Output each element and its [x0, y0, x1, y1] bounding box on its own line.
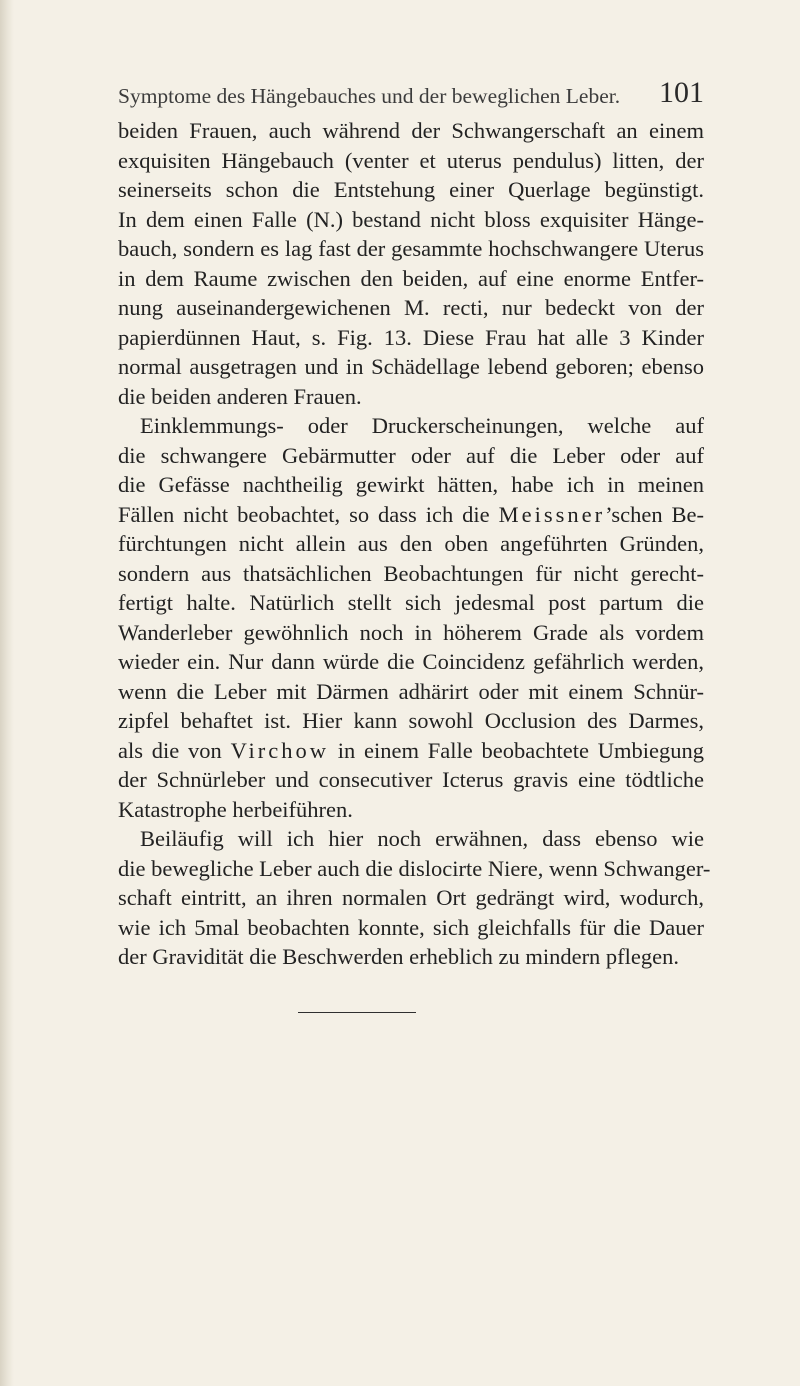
- text-fragment: Fällen nicht beobachtet, so dass ich die: [118, 501, 499, 527]
- text-line: exquisiten Hängebauch (venter et uterus pendulus) litten, der: [118, 147, 704, 173]
- text-line: die schwangere Gebärmutter oder auf die Leber oder auf: [118, 442, 704, 468]
- text-line: bauch, sondern es lag fast der gesammte hochschwangere Uterus: [118, 236, 704, 261]
- page-edge-shadow: [0, 0, 14, 1386]
- page-header: [118, 76, 704, 116]
- text-line: Wanderleber gewöhnlich noch in höherem Grade als vordem: [118, 619, 704, 645]
- text-line-virchow: [118, 736, 704, 766]
- text-fragment: ’schen Be-: [605, 501, 704, 527]
- text-line: In dem einen Falle (N.) bestand nicht bloss exquisiter Hänge-: [118, 206, 704, 232]
- text-line: fertigt halte. Natürlich stellt sich jedesmal post partum die: [118, 590, 704, 615]
- text-line: der Schnürleber und consecutiver Icterus gravis eine tödtliche: [118, 767, 704, 792]
- text-line: die bewegliche Leber auch die dislocirte Niere, wenn Schwanger-: [118, 855, 711, 881]
- text-line-meissner: [118, 500, 704, 530]
- text-line: papierdünnen Haut, s. Fig. 13. Diese Frau hat alle 3 Kinder: [118, 324, 704, 350]
- page-number: 101: [659, 76, 704, 109]
- running-title: Symptome des Hängebauches und der beweglichen Leber.: [118, 84, 621, 108]
- text-line: zipfel behaftet ist. Hier kann sowohl Occlusion des Darmes,: [118, 708, 704, 733]
- text-fragment: in einem Falle beobachtete Umbiegung: [328, 737, 705, 763]
- text-line: sondern aus thatsächlichen Beobachtungen für nicht gerecht-: [118, 560, 704, 586]
- text-line: in dem Raume zwischen den beiden, auf eine enorme Entfer-: [118, 265, 704, 291]
- text-line: der Gravidität die Beschwerden erheblich zu mindern pflegen.: [118, 944, 680, 969]
- text-line: die beiden anderen Frauen.: [118, 383, 362, 409]
- paragraph-first-line: Einklemmungs- oder Druckerscheinungen, welche auf: [140, 413, 704, 438]
- text-line: wie ich 5mal beobachten konnte, sich gleichfalls für die Dauer: [118, 914, 704, 940]
- text-line: die Gefässe nachtheilig gewirkt hätten, habe ich in meinen: [118, 472, 704, 497]
- text-line: wenn die Leber mit Därmen adhärirt oder mit einem Schnür-: [118, 678, 704, 704]
- text-line: schaft eintritt, an ihren normalen Ort gedrängt wird, wodurch,: [118, 885, 704, 910]
- text-line: beiden Frauen, auch während der Schwangerschaft an einem: [118, 118, 704, 143]
- text-line: nung auseinandergewichenen M. recti, nur bedeckt von der: [118, 295, 704, 320]
- text-line: Katastrophe herbeiführen.: [118, 796, 353, 822]
- paragraph-first-line: Beiläufig will ich hier noch erwähnen, dass ebenso wie: [140, 826, 704, 851]
- text-line: seinerseits schon die Entstehung einer Querlage begünstigt.: [118, 177, 704, 202]
- text-fragment: als die von: [118, 737, 231, 763]
- body-text: [118, 116, 711, 972]
- author-name-virchow: Virchow: [230, 737, 329, 763]
- text-line: normal ausgetragen und in Schädellage lebend geboren; ebenso: [118, 354, 704, 379]
- author-name-meissner: Meissner: [498, 501, 606, 527]
- text-line: fürchtungen nicht allein aus den oben angeführten Gründen,: [118, 531, 704, 556]
- text-line: wieder ein. Nur dann würde die Coincidenz gefährlich werden,: [118, 649, 704, 674]
- end-rule-divider: [298, 1012, 416, 1013]
